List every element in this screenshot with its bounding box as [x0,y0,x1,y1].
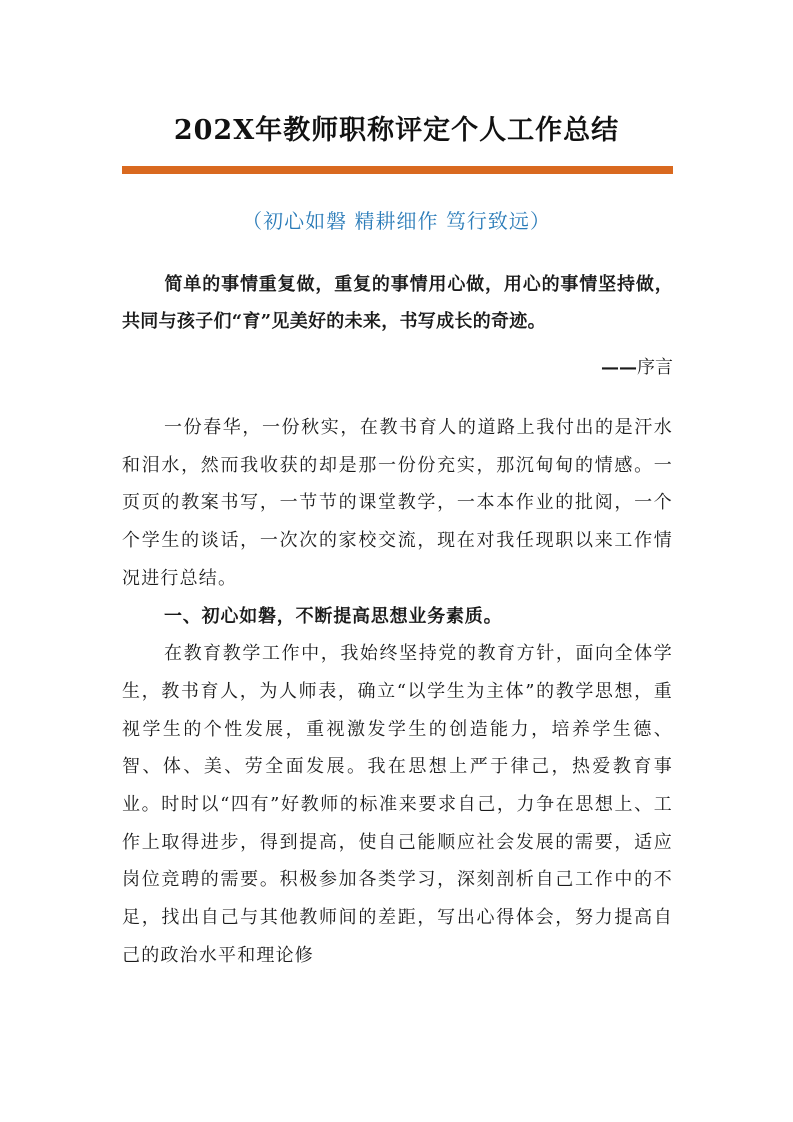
title-divider [122,166,673,174]
page-title: 202X年教师职称评定个人工作总结 [173,115,620,146]
section-paragraph: 在教育教学工作中，我始终坚持党的教育方针，面向全体学生，教书育人，为人师表，确立“以学生为主体”的教学思想，重视学生的个性发展，重视激发学生的创造能力，培养学生德、智、体、美、劳全面发展。我在思想上严于律己，热爱教育事业。时时以“四有”好教师的标准来要求自己，力争在思想上、工作上取得进步，得到提高，使自己能顺应社会发展的需要，适应岗位竞聘的需要。积极参加各类学习，深刻剖析自己工作中的不足，找出自己与其他教师间的差距，写出心得体会，努力提高自己的政治水平和理论修 [122,643,673,966]
preface-label: 序言 [637,357,673,378]
preface-signature [122,355,673,381]
preface-dash: —— [601,357,637,378]
subtitle: （初心如磐 精耕细作 笃行致远） [242,209,551,233]
body-text [122,409,673,975]
preface-quote [122,266,673,340]
preface-text: 简单的事情重复做，重复的事情用心做，用心的事情坚持做，共同与孩子们“育”见美好的未来，书写成长的奇迹。 [122,274,673,332]
section-heading: 一、初心如磐，不断提高思想业务素质。 [164,605,503,627]
intro-paragraph: 一份春华，一份秋实，在教书育人的道路上我付出的是汗水和泪水，然而我收获的却是那一份份充实，那沉甸甸的情感。一页页的教案书写，一节节的课堂教学，一本本作业的批阅，一个个学生的谈话，一次次的家校交流，现在对我任现职以来工作情况进行总结。 [122,417,673,589]
